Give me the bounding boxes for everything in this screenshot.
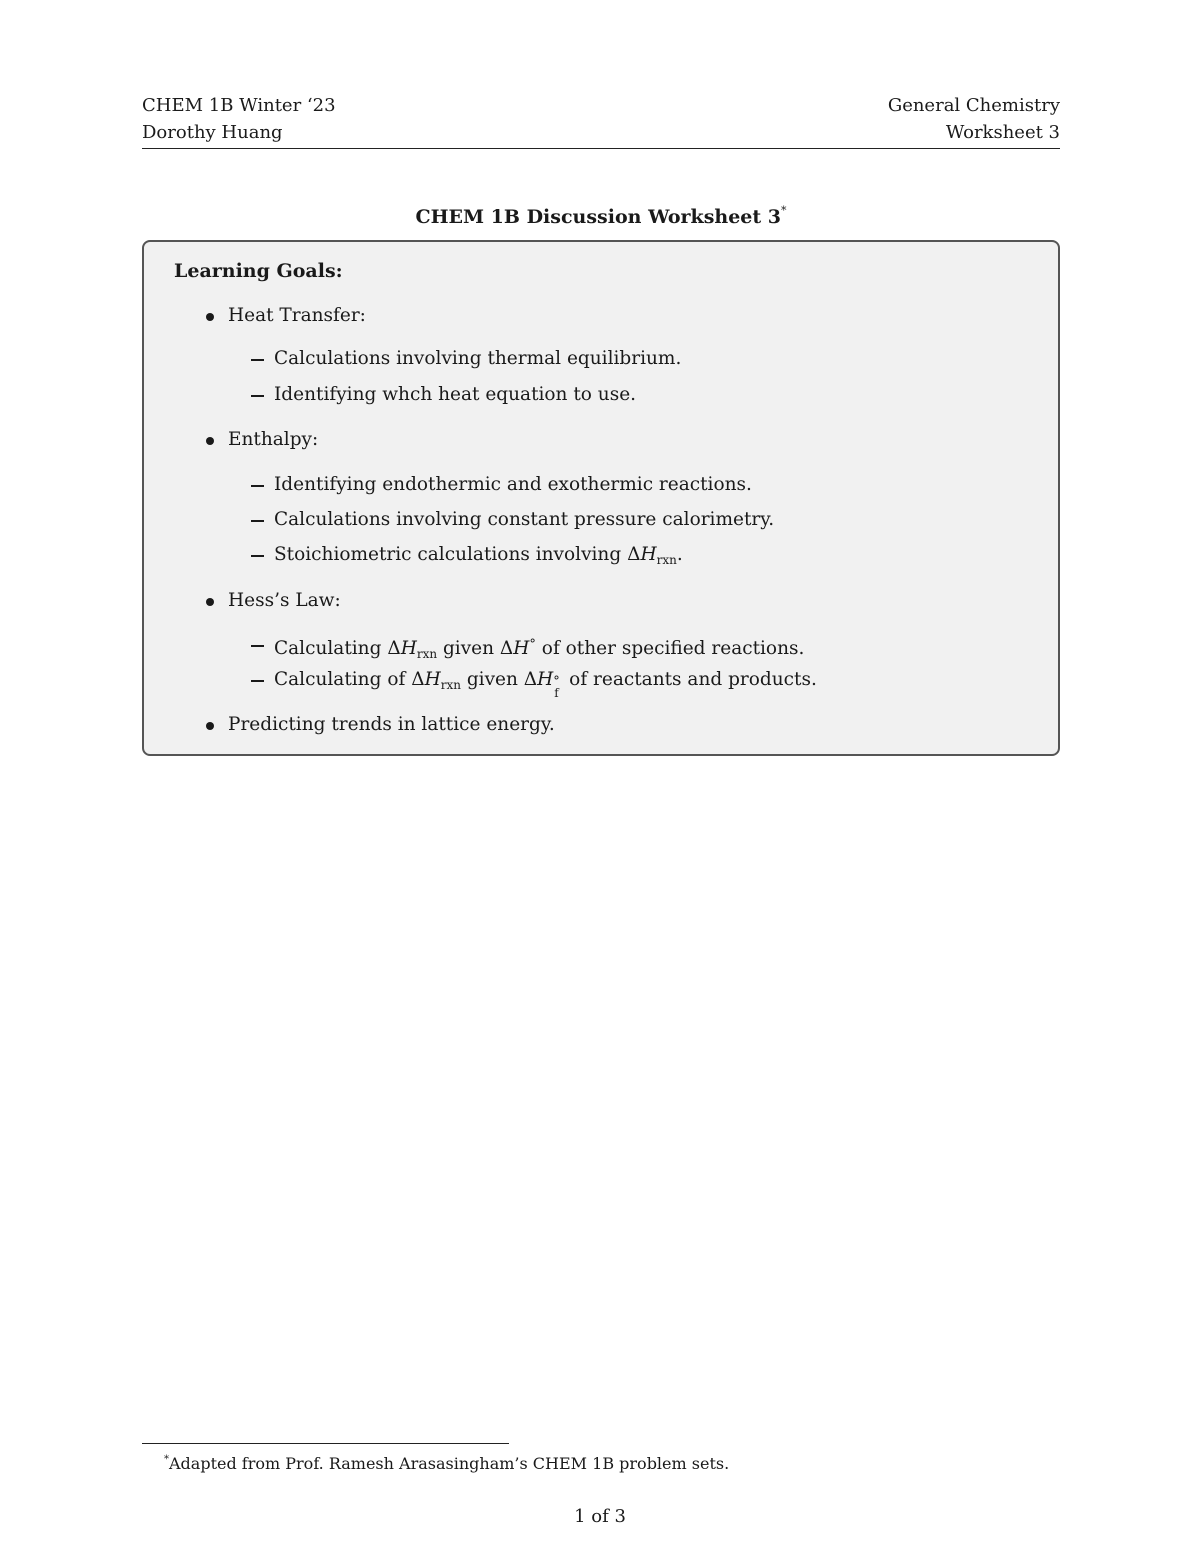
bullet-icon bbox=[206, 722, 214, 730]
subgoal-hess-reactions-text: Calculating bbox=[274, 638, 388, 659]
subgoal-stoichiometric-end: . bbox=[676, 544, 683, 565]
worksheet-label: Worksheet 3 bbox=[945, 122, 1060, 143]
delta-symbol: Δ bbox=[387, 638, 401, 659]
course-term: CHEM 1B Winter ‘23 bbox=[142, 95, 336, 116]
rxn-subscript: rxn bbox=[416, 647, 438, 661]
goal-heat-transfer: Heat Transfer: bbox=[228, 305, 366, 326]
learning-goals-heading: Learning Goals: bbox=[174, 260, 343, 282]
title-footnote-mark: * bbox=[781, 204, 787, 217]
dash-icon bbox=[251, 645, 264, 647]
delta-h-rxn-math bbox=[411, 669, 461, 690]
delta-h-formation-math bbox=[523, 669, 564, 700]
dash-icon bbox=[251, 555, 264, 557]
page-number: 1 of 3 bbox=[574, 1506, 626, 1527]
delta-h-rxn-math bbox=[627, 544, 677, 565]
footnote-divider bbox=[142, 1443, 509, 1444]
footnote-mark: * bbox=[164, 1454, 169, 1465]
subgoal-hess-reactions bbox=[274, 632, 804, 667]
subject-name: General Chemistry bbox=[887, 95, 1060, 116]
delta-symbol: Δ bbox=[627, 544, 641, 565]
goal-enthalpy: Enthalpy: bbox=[228, 429, 319, 450]
bullet-icon bbox=[206, 313, 214, 321]
subgoal-endo-exothermic: Identifying endothermic and exothermic reactions. bbox=[274, 474, 752, 495]
dash-icon bbox=[251, 680, 264, 682]
given-text: given bbox=[437, 638, 500, 659]
delta-symbol: Δ bbox=[499, 638, 514, 659]
delta-h-rxn-math bbox=[387, 638, 437, 659]
subgoal-hess-reactions-end: of other specified reactions. bbox=[535, 638, 805, 659]
rxn-subscript: rxn bbox=[656, 553, 677, 567]
footnote bbox=[164, 1449, 729, 1475]
dash-icon bbox=[251, 520, 264, 522]
subgoal-hess-formation-end: of reactants and products. bbox=[563, 669, 817, 690]
subgoal-thermal-equilibrium: Calculations involving thermal equilibrium. bbox=[274, 348, 682, 369]
given-text: given bbox=[460, 669, 524, 690]
footnote-text: Adapted from Prof. Ramesh Arasasingham’s CHEM 1B problem sets. bbox=[169, 1454, 730, 1473]
subgoal-hess-formation bbox=[274, 667, 817, 698]
dash-icon bbox=[251, 485, 264, 487]
subgoal-calorimetry: Calculations involving constant pressure calorimetry. bbox=[274, 509, 775, 530]
degree-superscript: ° bbox=[553, 674, 560, 689]
bullet-icon bbox=[206, 437, 214, 445]
delta-h-standard-math bbox=[500, 638, 536, 659]
enthalpy-symbol: H bbox=[513, 638, 530, 659]
page-title-text: CHEM 1B Discussion Worksheet 3 bbox=[415, 206, 782, 228]
subgoal-hess-formation-text: Calculating of bbox=[274, 669, 412, 690]
delta-symbol: Δ bbox=[523, 669, 538, 690]
dash-icon bbox=[251, 395, 264, 397]
delta-symbol: Δ bbox=[411, 669, 425, 690]
subgoal-stoichiometric bbox=[274, 542, 683, 573]
goal-lattice-energy: Predicting trends in lattice energy. bbox=[228, 714, 555, 735]
subgoal-stoichiometric-text: Stoichiometric calculations involving bbox=[274, 544, 628, 565]
dash-icon bbox=[251, 359, 264, 361]
degree-superscript: ° bbox=[529, 637, 536, 652]
author-name: Dorothy Huang bbox=[142, 122, 283, 143]
page-header bbox=[142, 94, 1060, 149]
learning-goals-box bbox=[142, 240, 1060, 756]
bullet-icon bbox=[206, 598, 214, 606]
enthalpy-symbol: H bbox=[424, 669, 441, 690]
page-title bbox=[142, 198, 1060, 230]
enthalpy-symbol: H bbox=[537, 669, 554, 690]
enthalpy-symbol: H bbox=[400, 638, 417, 659]
f-subscript: f bbox=[554, 686, 559, 700]
goal-hess-law: Hess’s Law: bbox=[228, 590, 341, 611]
rxn-subscript: rxn bbox=[440, 678, 461, 692]
formation-scripts bbox=[553, 674, 563, 700]
subgoal-heat-equation: Identifying whch heat equation to use. bbox=[274, 384, 637, 405]
enthalpy-symbol: H bbox=[640, 544, 657, 565]
